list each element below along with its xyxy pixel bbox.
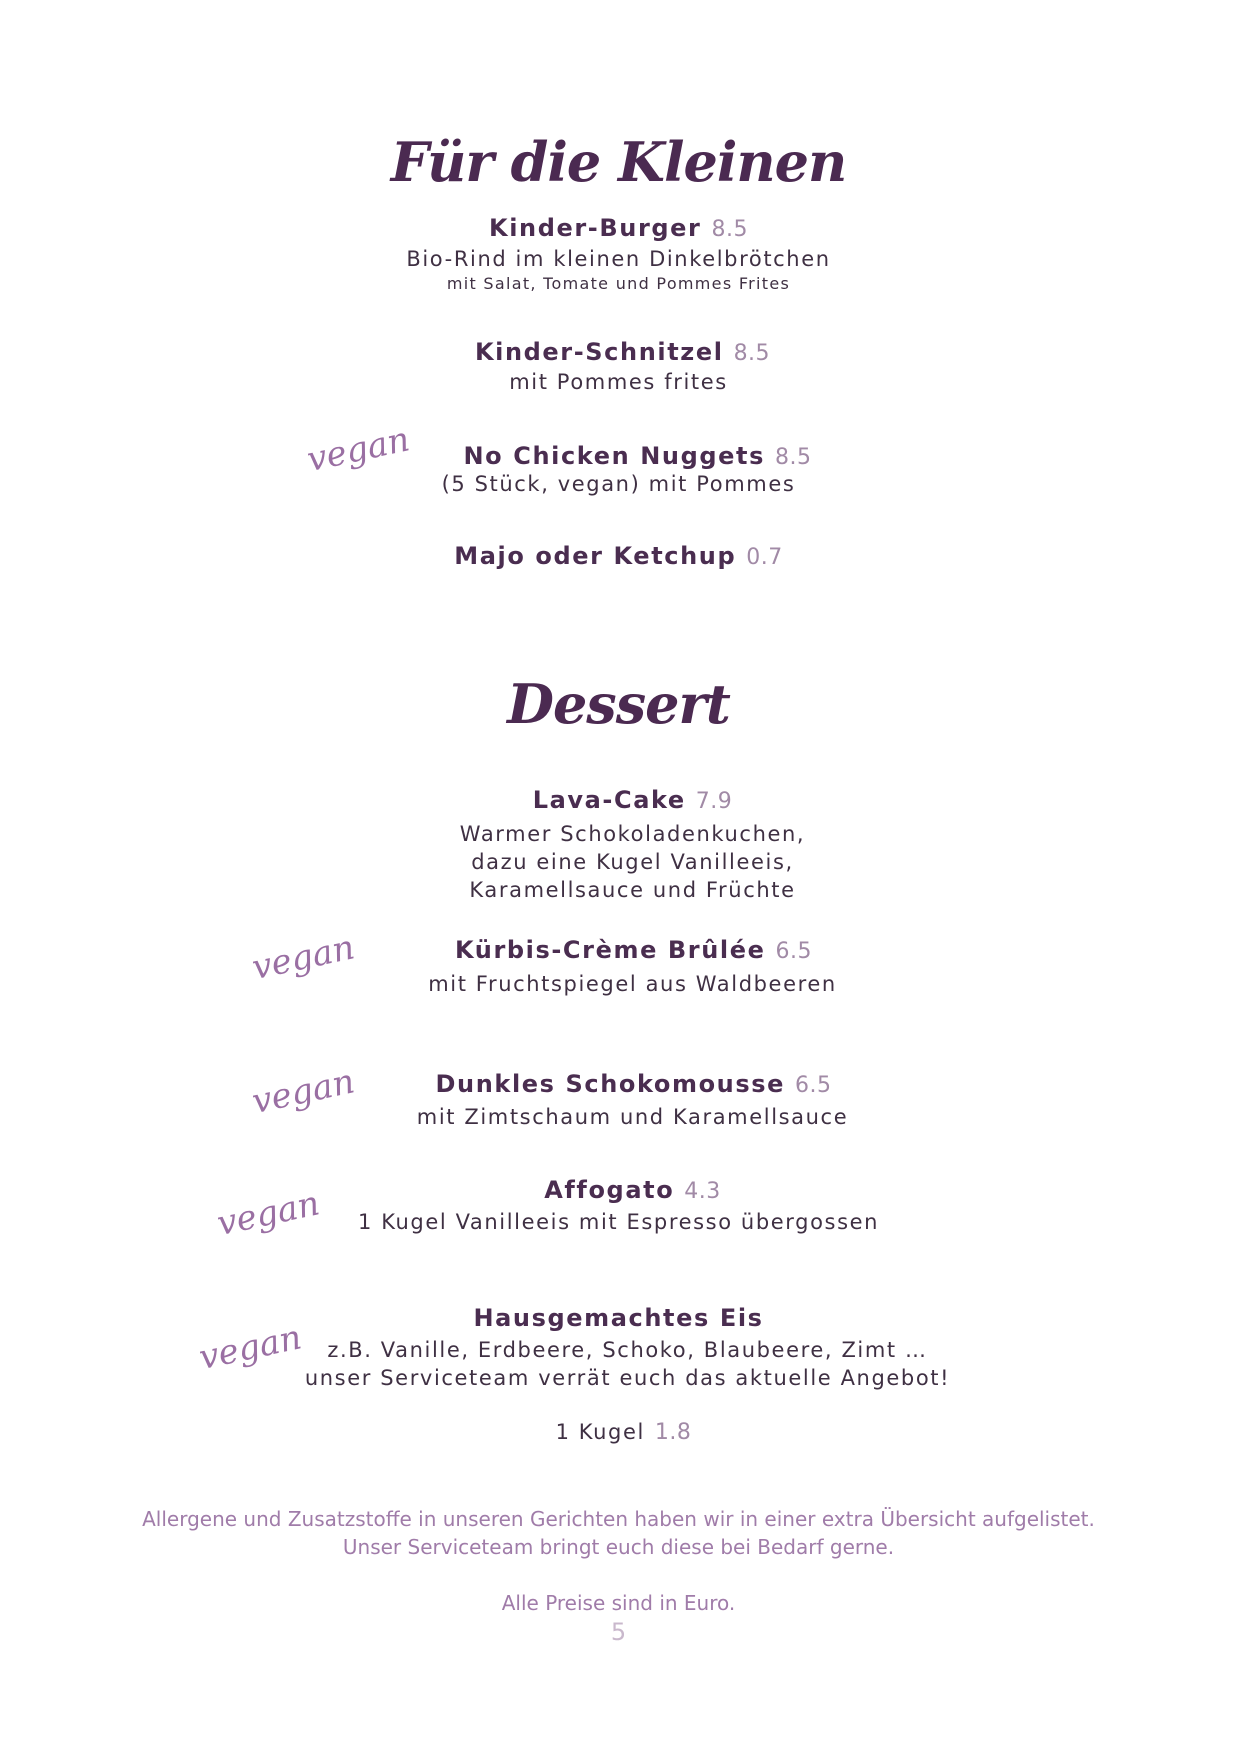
item-name: Affogato bbox=[544, 1176, 675, 1204]
section-heading-dessert: Dessert bbox=[507, 672, 730, 736]
item-name: Lava-Cake bbox=[532, 786, 686, 814]
vegan-tag: vegan bbox=[248, 927, 359, 988]
item-price: 8.5 bbox=[711, 217, 748, 242]
menu-item-kinder-schnitzel bbox=[0, 338, 1237, 366]
option-price: 1.8 bbox=[654, 1420, 692, 1445]
item-price: 4.3 bbox=[684, 1179, 721, 1204]
option-label: 1 Kugel bbox=[555, 1420, 645, 1444]
menu-item-no-chicken-nuggets bbox=[0, 442, 1237, 470]
item-price: 6.5 bbox=[775, 939, 812, 964]
vegan-tag: vegan bbox=[248, 1061, 359, 1122]
item-option bbox=[0, 1420, 1237, 1445]
item-name: Dunkles Schokomousse bbox=[435, 1070, 786, 1098]
menu-item-hausgemachtes-eis bbox=[0, 1304, 1237, 1332]
item-description: mit Fruchtspiegel aus Waldbeeren bbox=[428, 972, 837, 996]
menu-item-majo-ketchup bbox=[0, 542, 1237, 570]
item-name: Kürbis-Crème Brûlée bbox=[454, 936, 766, 964]
item-description-line: unser Serviceteam verrät euch das aktuelle Angebot! bbox=[304, 1366, 951, 1390]
item-price: 0.7 bbox=[746, 545, 783, 570]
menu-item-kinder-burger bbox=[0, 214, 1237, 242]
item-description: Bio-Rind im kleinen Dinkelbrötchen bbox=[406, 247, 831, 271]
item-name: Hausgemachtes Eis bbox=[473, 1304, 764, 1332]
item-name: No Chicken Nuggets bbox=[463, 442, 765, 470]
vegan-tag: vegan bbox=[303, 419, 414, 480]
allergen-note-line: Unser Serviceteam bringt euch diese bei Bedarf gerne. bbox=[342, 1535, 895, 1559]
item-price: 7.9 bbox=[695, 789, 733, 814]
item-description-line: dazu eine Kugel Vanilleeis, bbox=[471, 850, 794, 874]
item-name: Kinder-Burger bbox=[489, 214, 702, 242]
vegan-tag: vegan bbox=[213, 1183, 324, 1244]
item-price: 8.5 bbox=[774, 445, 812, 470]
menu-item-dunkles-schokomousse bbox=[0, 1070, 1237, 1098]
item-description: (5 Stück, vegan) mit Pommes bbox=[441, 472, 796, 496]
vegan-tag: vegan bbox=[195, 1317, 306, 1378]
item-name: Kinder-Schnitzel bbox=[474, 338, 724, 366]
item-description-line: z.B. Vanille, Erdbeere, Schoko, Blaubeere, Zimt … bbox=[327, 1338, 928, 1362]
prices-note: Alle Preise sind in Euro. bbox=[501, 1591, 736, 1615]
item-description: mit Zimtschaum und Karamellsauce bbox=[416, 1105, 849, 1129]
item-price: 8.5 bbox=[733, 341, 771, 366]
item-description-line: Karamellsauce und Früchte bbox=[469, 878, 796, 902]
item-description-line: Warmer Schokoladenkuchen, bbox=[459, 822, 806, 846]
allergen-note-line: Allergene und Zusatzstoffe in unseren Gerichten haben wir in einer extra Übersicht aufgelistet. bbox=[142, 1507, 1095, 1531]
item-name: Majo oder Ketchup bbox=[454, 542, 737, 570]
item-description: mit Pommes frites bbox=[509, 370, 728, 394]
item-price: 6.5 bbox=[795, 1073, 832, 1098]
menu-item-kuerbis-creme-brulee bbox=[0, 936, 1237, 964]
menu-item-lava-cake bbox=[0, 786, 1237, 814]
item-description: 1 Kugel Vanilleeis mit Espresso übergossen bbox=[357, 1210, 880, 1234]
item-subdescription: mit Salat, Tomate und Pommes Frites bbox=[446, 274, 791, 293]
menu-item-affogato bbox=[0, 1176, 1237, 1204]
section-heading-kids: Für die Kleinen bbox=[390, 130, 847, 194]
page-number: 5 bbox=[610, 1618, 627, 1646]
